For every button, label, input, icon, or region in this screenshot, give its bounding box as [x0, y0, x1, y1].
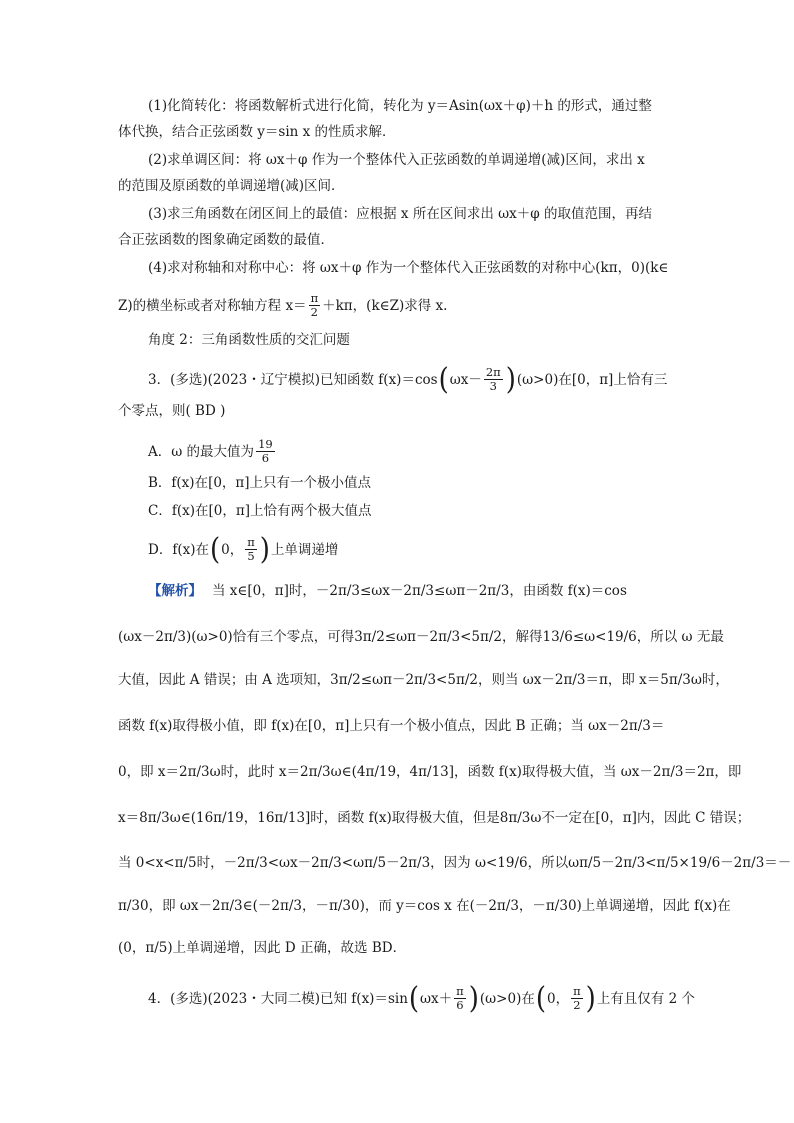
method-step-2: (2)求单调区间：将 ωx＋φ 作为一个整体代入正弦函数的单调递增(减)区间，求出 x [148, 152, 645, 168]
analysis-line-2: (ωx－2π/3)(ω>0)恰有三个零点，可得3π/2≤ωπ－2π/3<5π/2，解得13/6≤ω<19/6，所以 ω 无最 [118, 629, 724, 645]
option-d-fraction [245, 536, 257, 563]
right-paren: ) [468, 981, 479, 1016]
method-step-3-cont: 合正弦函数的图象确定函数的最值． [118, 232, 334, 248]
q4-inner2: 0， [547, 990, 570, 1007]
q3-stem [148, 362, 684, 397]
analysis-line-4: 函数 f(x)取得极小值，即 f(x)在[0，π]上只有一个极小值点，因此 B 正确；当 ωx－2π/3＝ [118, 718, 665, 734]
left-paren: ( [209, 532, 221, 567]
q3-option-c: C．f(x)在[0，π]上恰有两个极大值点 [148, 503, 372, 519]
q3-option-a [148, 438, 684, 465]
analysis-line-6: x＝8π/3ω∈(16π/19，16π/13]时，函数 f(x)取得极大值，但是8π/3ω不一定在[0，π]内，因此 C 错误； [118, 810, 751, 826]
q3-stem-b: (ω>0)在[0，π]上恰有三 [516, 371, 668, 388]
method-step-3: (3)求三角函数在闭区间上的最值：应根据 x 所在区间求出 ωx＋φ 的取值范围，再结 [148, 206, 652, 222]
analysis-line-9: (0，π/5)上单调递增，因此 D 正确，故选 BD． [118, 940, 407, 956]
angle-title: 角度 2：三角函数性质的交汇问题 [148, 332, 350, 348]
fraction-denominator: 6 [261, 451, 270, 465]
fraction-denominator: 2 [310, 305, 318, 319]
analysis-line-8: π/30，即 ωx－2π/3∈(－2π/3，－π/30)，而 y＝cos x 在(－2π/3，－π/30)上单调递增，因此 f(x)在 [118, 898, 731, 914]
fraction-numerator: π [310, 291, 319, 305]
right-paren: ) [505, 362, 516, 397]
left-paren: ( [535, 981, 546, 1016]
step4-fraction [309, 292, 321, 319]
option-d-text-b: 上单调递增 [270, 541, 339, 558]
fraction-numerator: π [573, 984, 581, 998]
analysis-line-5: 0，即 x＝2π/3ω时，此时 x＝2π/3ω∈(4π/19，4π/13]，函数 f(x)取得极大值，当 ωx－2π/3＝2π，即 [118, 764, 742, 780]
fraction-numerator: π [456, 984, 464, 998]
q3-inner: ωx－ [449, 371, 482, 388]
analysis-label: 【解析】 [148, 583, 202, 599]
option-d-text: D．f(x)在 [148, 541, 209, 558]
q3-option-d [148, 532, 684, 567]
fraction-denominator: 6 [456, 998, 464, 1012]
analysis-line-3: 大值，因此 A 错误；由 A 选项知，3π/2≤ωπ－2π/3<5π/2，则当 ωx－2π/3＝π，即 x＝5π/3ω时， [118, 672, 729, 688]
fraction-denominator: 3 [489, 379, 497, 393]
analysis-line-1 [148, 581, 684, 601]
analysis-line-7: 当 0<x<π/5时，－2π/3<ωx－2π/3<ωπ/5－2π/3，因为 ω<19/6，所以ωπ/5－2π/3<π/5×19/6－2π/3＝－ [118, 855, 792, 871]
method-step-1-cont: 体代换，结合正弦函数 y＝sin x 的性质求解． [118, 124, 396, 140]
q4-text-a: 4．(多选)(2023・大同二模)已知 f(x)＝sin [148, 990, 408, 1007]
option-d-inner: 0， [221, 541, 244, 558]
step4-text-a: Z)的横坐标或者对称轴方程 x＝ [118, 297, 307, 314]
fraction-denominator: 2 [573, 998, 581, 1012]
q4-text-b: (ω>0)在 [479, 990, 535, 1007]
right-paren: ) [259, 532, 270, 567]
fraction-numerator: 19 [258, 437, 273, 451]
q4-stem [148, 981, 695, 1016]
q4-fraction [454, 985, 466, 1012]
fraction-numerator: π [247, 535, 255, 549]
left-paren: ( [438, 362, 449, 397]
method-step-1: (1)化简转化：将函数解析式进行化简，转化为 y＝Asin(ωx＋φ)＋h 的形式，通过整 [148, 98, 652, 114]
option-a-fraction [256, 438, 275, 465]
option-a-text: A．ω 的最大值为 [148, 443, 255, 460]
q4-inner: ωx＋ [420, 990, 453, 1007]
q3-stem-cont: 个零点，则( BD ) [118, 403, 226, 419]
q3-fraction [484, 366, 503, 393]
left-paren: ( [408, 981, 420, 1016]
analysis-text: 当 x∈[0，π]时，－2π/3≤ωx－2π/3≤ωπ－2π/3，由函数 f(x)＝cos [212, 583, 627, 599]
q4-fraction-2 [571, 985, 583, 1012]
fraction-denominator: 5 [247, 549, 255, 563]
method-step-4: (4)求对称轴和对称中心：将 ωx＋φ 作为一个整体代入正弦函数的对称中心(kπ，0)(k∈ [148, 260, 669, 276]
fraction-numerator: 2π [485, 365, 501, 379]
q3-stem-a: 3．(多选)(2023・辽宁模拟)已知函数 f(x)＝cos [148, 371, 438, 388]
method-step-4-cont [118, 292, 684, 319]
q4-text-c: 上有且仅有 2 个 [596, 990, 695, 1007]
method-step-2-cont: 的范围及原函数的单调递增(减)区间． [118, 178, 345, 194]
right-paren: ) [585, 981, 596, 1016]
q3-option-b: B．f(x)在[0，π]上只有一个极小值点 [148, 475, 372, 491]
step4-text-b: ＋kπ，(k∈Z)求得 x. [322, 297, 448, 314]
